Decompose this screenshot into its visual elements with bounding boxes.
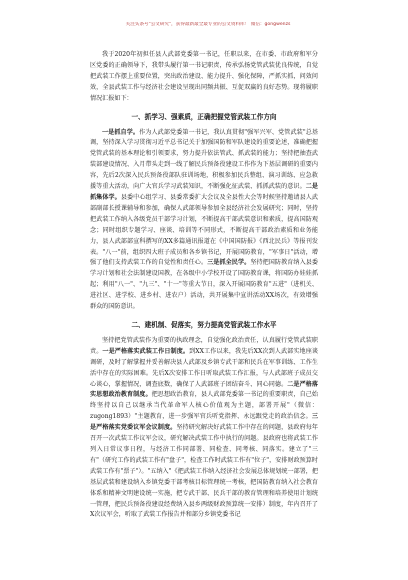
- paragraph-lead: 一是严格落实武装工作日制度。: [102, 347, 190, 355]
- paragraph-text: 坚持把党管武装作为重要的执政理念，自觉强化政治责任，认真履行党管武装职责。: [90, 336, 318, 355]
- paragraph-text: 县委中心组学习、县委常委扩大会议及全县性大会等时候坚持邀请县人武部副部长授课辅导和参加，确保人武部领导参加全县经济社会发展研究；同时，坚持把武装工作纳入各级党员干部学习计划，不断提高干部武装意识和素质，提高国防观念；同时组织专题学习、座谈、培训等不同形式，不断提高干部政治素质和业务能力，县人武部部宣科撰写的XX多篇通讯报道在《中国国防报》《西北民兵》等报刊发表。"八一"前，组织四大班子成员和各乡镇书记，开展国防教育，"军事日"活动，增强了他们支持武装工作的自觉性和责任心。: [90, 193, 319, 267]
- paragraph-text: 把思想政治教育，县人武部党委第一书记的重要职责，自己始终坚持以自己以继承当代革命军人核心价值观为主题，部署开展"（微信：zugong1893）"主题教育，进一步强军官兵听党指挥、永远跟党走的政治信念。: [90, 391, 318, 421]
- section-2-paragraph-1: [90, 336, 318, 521]
- section-1-paragraph-1: [90, 128, 318, 313]
- paragraph-text: 作为人武部党委第一书记，我认真贯彻"强军兴军、党管武装"总基调，坚持深入学习贯彻习近平总书记关于加强国防和军队建设的重要论述，准确把握党管武装的基本理论和引领要求，努力提升依法管武、抓武装的能力；坚持把抽查武装部建设情况、入月带头走到一线了解民兵预备役建设工作作为下基层调研的重要内容，先后2次深入民兵预备役部队驻训场地，积极参加民兵整组、演习训练、应急救援等重大活动，向广大官兵学习武装知识，不断强化征武装、抓抓武装的意识。: [90, 128, 319, 191]
- paragraph-lead: 三是严格落实党委议军会议制度。: [90, 413, 318, 432]
- paragraph-lead: 一是抓自学。: [102, 128, 140, 136]
- section-2-heading: 二、建机制、促落实，努力提高党管武装工作水平: [131, 320, 277, 329]
- paragraph-lead: 三是抓全民学。: [207, 259, 251, 267]
- header-banner: 关注头条号"公文研究"，获得最新最全最专业的公文资料库！ 微信：gongwenzs: [125, 22, 291, 27]
- paragraph-text: 到XX工作以来，我先后XX次到人武部实地座谈调研，及时了解掌握并妥善解决县人武部及乡镇专武干部和民兵在军事训练、工作生活中存在的实际困难。先后X次安排工作日听取武装工作汇报，与人武部班子成员交心谈心，掌握情况，调查底数，确保了人武部班子团结奋斗、同心同德。: [90, 347, 319, 388]
- paragraph-lead: 二是严格落实思想政治教育制度。: [90, 380, 318, 399]
- paragraph-text: 坚持把国防教育纳入县委学习计划和社会法制建设国教，在各级中小学校开设了国防教育课，将国防办娃娃抓起；利用"八一"、"九三"、"十一"等重大节日，深入开展国防教育"五进"（进机关、进社区、进学校、进乡村、进农户）活动，共开展集中宣讲活动XX场次，有效增强群众的国防意识。: [90, 259, 319, 311]
- paragraph-text: 《把武装工作纳入经济社会发展总体规划统一部署，把基层武装和建设纳入乡镇党委干部考核目标管理统一考核，把国防教育纳入社会教育体系和精神文明建设统一实施，把专武干部、民兵干部的教育管理和培养使用计划统一管理，把民兵预备役建设经费纳入县乡两级财政预算统一安排）制度，年内召开了X次议军会，听取了武装工作报告并和部分乡镇党委书记: [90, 467, 318, 519]
- section-1-heading: 一、抓学习、强素质，正确把握党管武装工作方向: [131, 112, 277, 121]
- intro-paragraph: 我于2020年初担任县人武部党委第一书记，任职以来，在市委、市政府和军分区党委的正确领导下，我带头履行第一书记职责，传承弘扬党管武装优良传统，自觉把武装工作摆上重要位置，突出政治建设、能力提升、强化保障，严抓实抓，问效问效，全县武装工作与经济社会建设呈现出同频共振、互促双赢的良好态势。现将履职情况汇报如下：: [90, 51, 318, 102]
- paragraph-text: 坚持研究解决好武装工作中存在的问题，县政府每年召开一次武装工作议军会议，研究解决武装工作中执行的问题。县政府也将武装工作列入日常议事日程，与经济工作同部署、同检查、同考核、同落实。建立了"三有"（研究工作的武装工作有"盘子"，检查工作时武装工作有"位子"，安排财政预算时武装工作有"票子"）。: [90, 424, 318, 475]
- document-body: [90, 50, 318, 521]
- paragraph-lead: 二是抓集体学。: [90, 183, 319, 201]
- paragraph-lead: "五纳入": [147, 467, 172, 475]
